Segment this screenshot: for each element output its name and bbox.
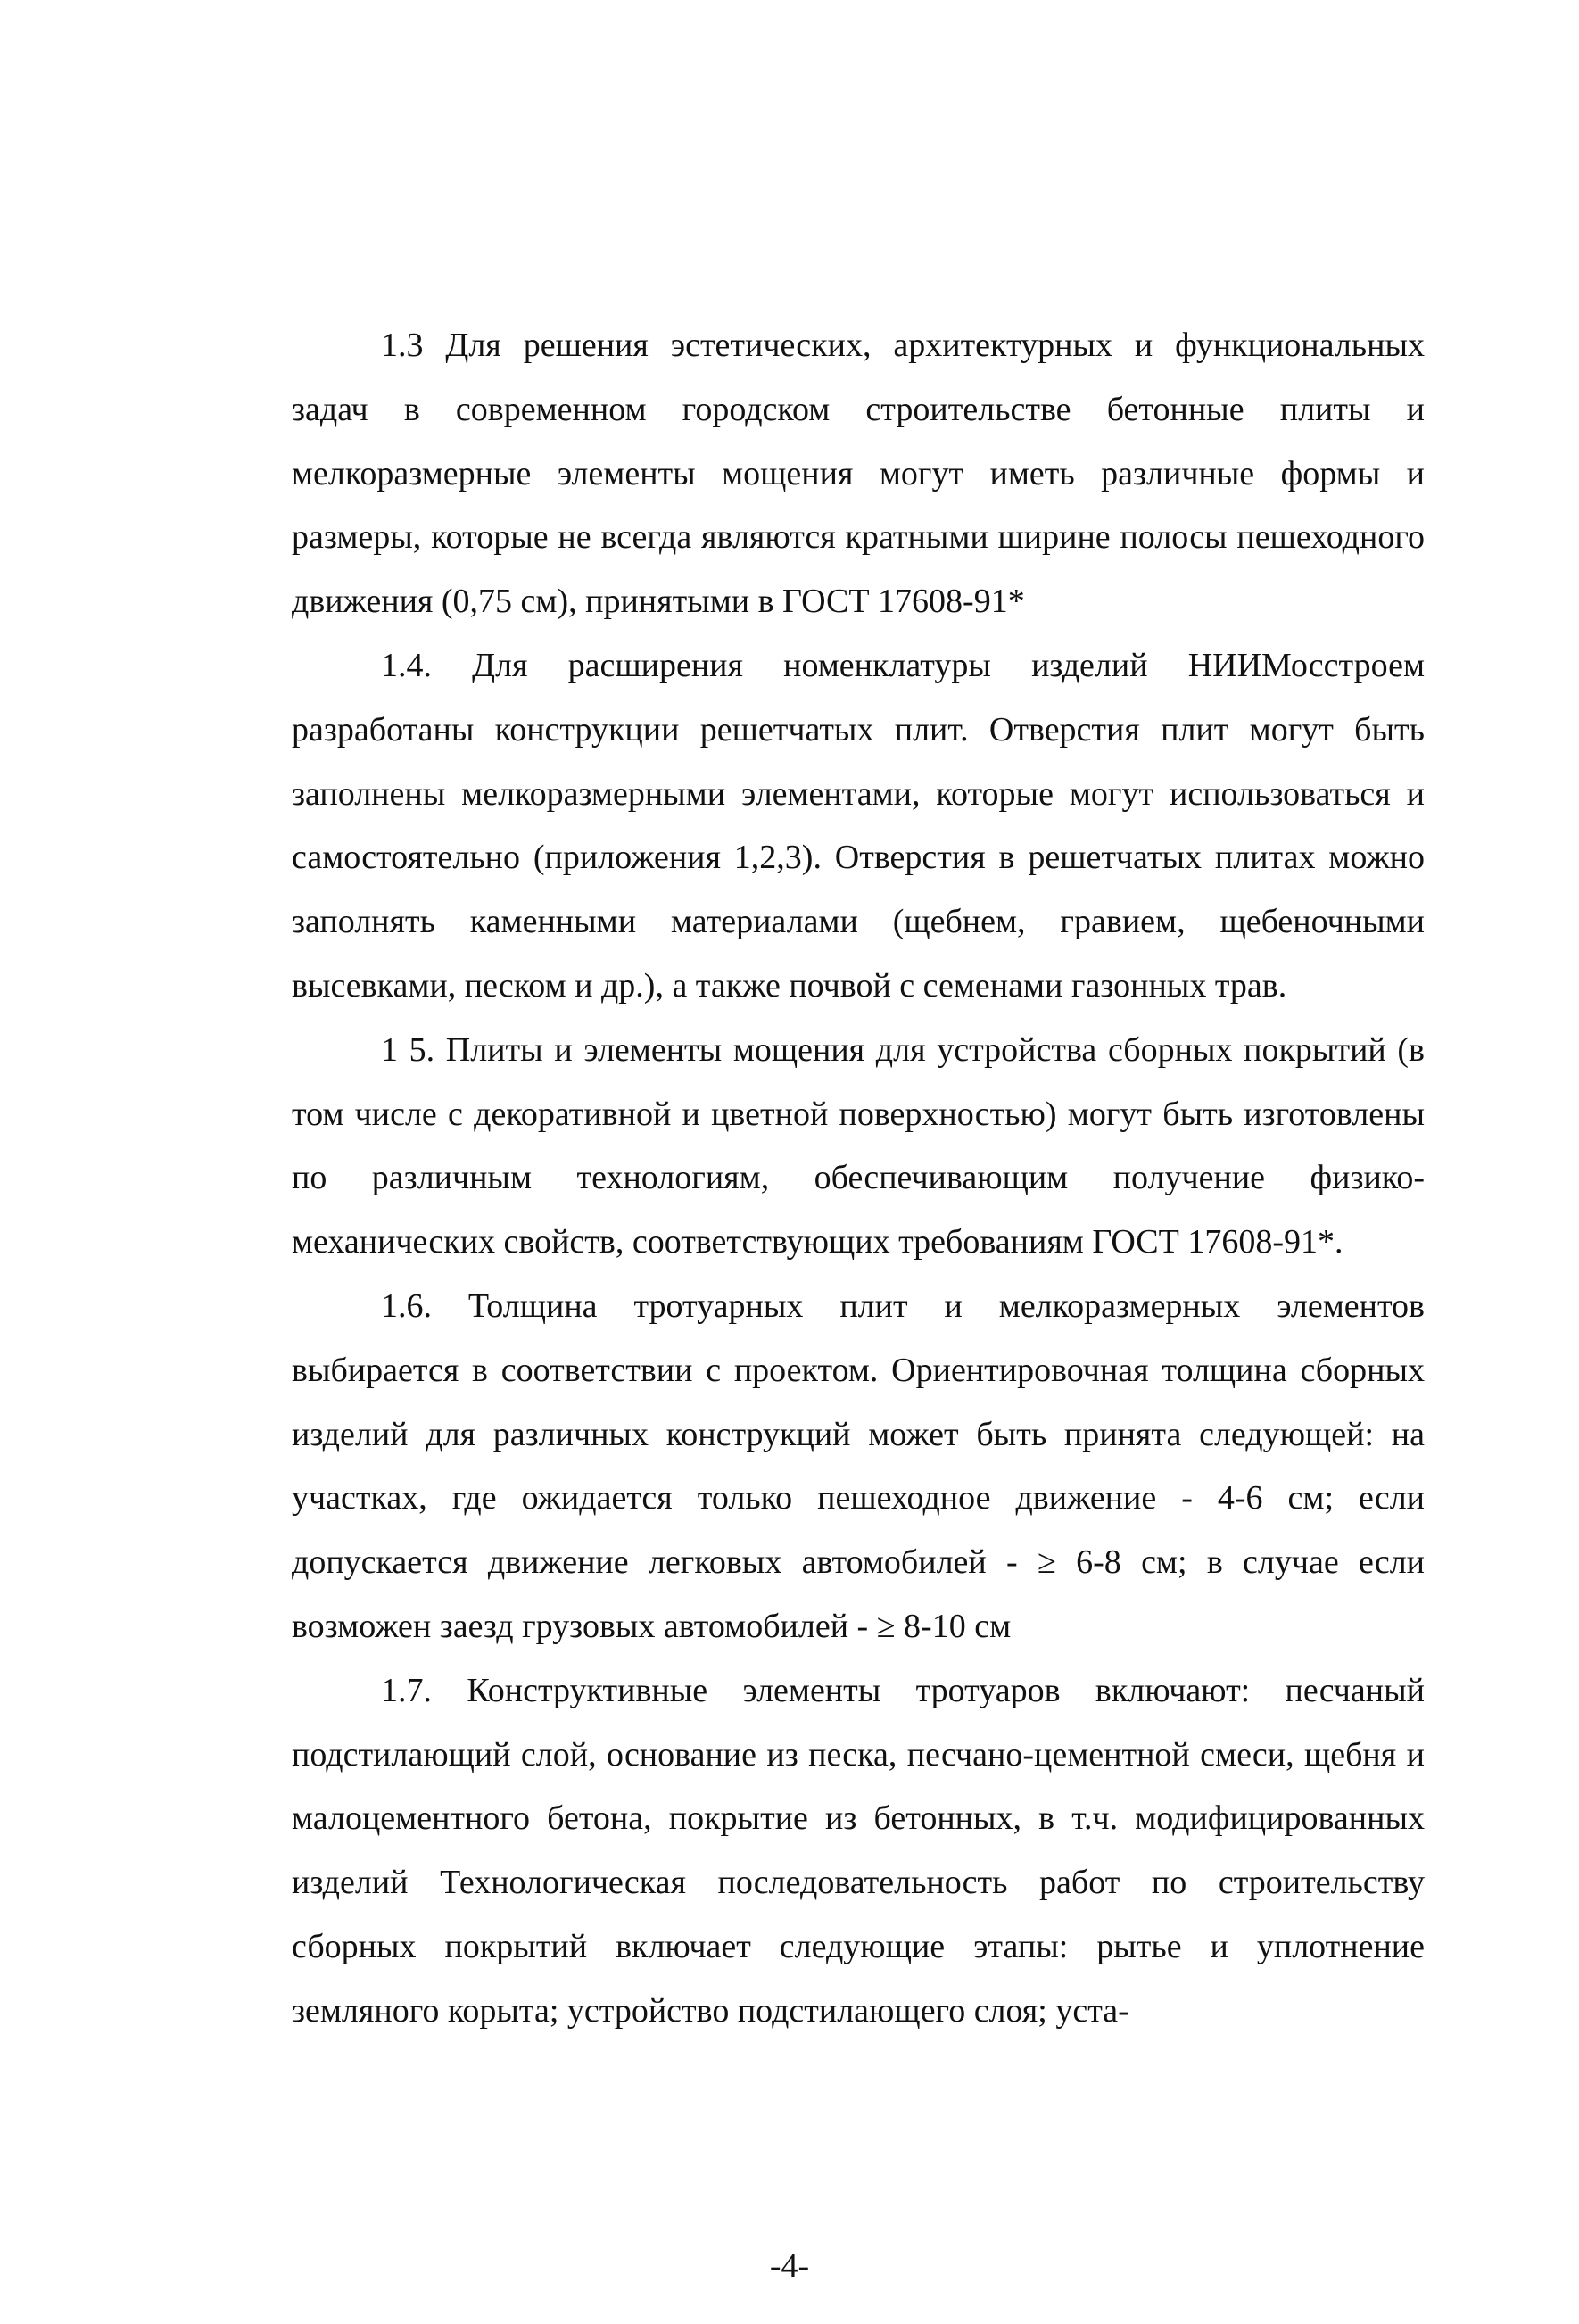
paragraph-1-3: 1.3 Для решения эстетических, архитектурных и функциональных задач в современном городском строительстве бетонные плиты и мелкоразмерные элементы мощения могут иметь различные формы и размеры, которые не всегда являются кратными ширине полосы пешеходного движения (0,75 см), принятыми в ГОСТ 17608-91* [292,327,1425,621]
body-text [292,314,1425,2044]
page-number: -4- [769,2247,810,2285]
paragraph-1-6: 1.6. Толщина тротуарных плит и мелкоразмерных элементов выбирается в соответствии с проектом. Ориентировочная толщина сборных изделий для различных конструкций может быть принята следующей: на участках, где ожидается только пешеходное движение - 4-6 см; если допускается движение легковых автомобилей - ≥ 6-8 см; в случае если возможен заезд грузовых автомобилей - ≥ 8-10 см [292,1286,1425,1645]
paragraph-1-5: 1 5. Плиты и элементы мощения для устройства сборных покрытий (в том числе с декоративной и цветной поверхностью) могут быть изготовлены по различным технологиям, обеспечивающим получение физико-механических свойств, соответствующих требованиям ГОСТ 17608-91*. [292,1030,1425,1261]
paragraph-1-4: 1.4. Для расширения номенклатуры изделий НИИМосстроем разработаны конструкции решетчатых плит. Отверстия плит могут быть заполнены мелкоразмерными элементами, которые могут использоваться и самостоятельно (приложения 1,2,3). Отверстия в решетчатых плитах можно заполнять каменными материалами (щебнем, гравием, щебеночными высевками, песком и др.), а также почвой с семенами газонных трав. [292,646,1425,1005]
paragraph-1-7: 1.7. Конструктивные элементы тротуаров включают: песчаный подстилающий слой, основание из песка, песчано-цементной смеси, щебня и малоцементного бетона, покрытие из бетонных, в т.ч. модифицированных изделий Технологическая последовательность работ по строительству сборных покрытий включает следующие этапы: рытье и уплотнение земляного корыта; устройство подстилающего слоя; уста- [292,1671,1425,2030]
